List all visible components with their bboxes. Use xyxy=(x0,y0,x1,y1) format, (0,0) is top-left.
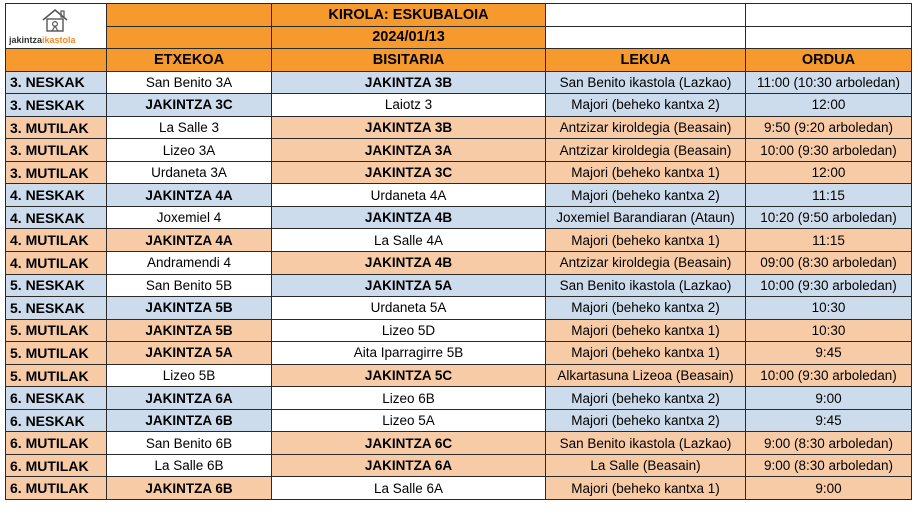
header-blank xyxy=(107,26,272,49)
place-cell: Joxemiel Barandiaran (Ataun) xyxy=(546,206,746,229)
away-team-cell: JAKINTZA 4B xyxy=(272,206,546,229)
time-cell: 9:00 xyxy=(746,477,912,500)
home-team-cell: JAKINTZA 4A xyxy=(107,184,272,207)
home-team-cell: JAKINTZA 6B xyxy=(107,477,272,500)
time-cell: 9:00 xyxy=(746,387,912,410)
sheet-date: 2024/01/13 xyxy=(272,26,546,49)
place-cell: San Benito ikastola (Lazkao) xyxy=(546,71,746,94)
category-cell: 3. NESKAK xyxy=(6,71,107,94)
time-cell: 9:45 xyxy=(746,342,912,365)
time-cell: 09:00 (8:30 arboledan) xyxy=(746,252,912,275)
table-row xyxy=(6,206,912,229)
away-team-cell: Urdaneta 5A xyxy=(272,297,546,320)
table-row xyxy=(6,319,912,342)
home-team-cell: JAKINTZA 4A xyxy=(107,229,272,252)
home-team-cell: JAKINTZA 5B xyxy=(107,319,272,342)
away-team-cell: Urdaneta 4A xyxy=(272,184,546,207)
away-team-cell: Lizeo 6B xyxy=(272,387,546,410)
category-cell: 5. MUTILAK xyxy=(6,342,107,365)
logo-wordmark: jakintzaikastola xyxy=(9,35,76,46)
home-team-cell: Lizeo 5B xyxy=(107,364,272,387)
house-icon xyxy=(40,7,70,33)
away-team-cell: JAKINTZA 3A xyxy=(272,139,546,162)
column-header-time: ORDUA xyxy=(746,49,912,72)
category-cell: 6. MUTILAK xyxy=(6,432,107,455)
category-cell: 6. MUTILAK xyxy=(6,477,107,500)
home-team-cell: Lizeo 3A xyxy=(107,139,272,162)
place-cell: Antzizar kiroldegia (Beasain) xyxy=(546,116,746,139)
logo-cell xyxy=(6,4,107,49)
home-team-cell: JAKINTZA 5B xyxy=(107,297,272,320)
time-cell: 11:15 xyxy=(746,184,912,207)
table-row xyxy=(6,161,912,184)
away-team-cell: JAKINTZA 5A xyxy=(272,274,546,297)
place-cell: Majori (beheko kantxa 1) xyxy=(546,477,746,500)
home-team-cell: La Salle 3 xyxy=(107,116,272,139)
home-team-cell: Joxemiel 4 xyxy=(107,206,272,229)
table-row xyxy=(6,454,912,477)
place-cell: Majori (beheko kantxa 2) xyxy=(546,184,746,207)
category-cell: 4. NESKAK xyxy=(6,184,107,207)
table-row xyxy=(6,184,912,207)
place-cell: Majori (beheko kantxa 1) xyxy=(546,161,746,184)
home-team-cell: JAKINTZA 5A xyxy=(107,342,272,365)
place-cell: Majori (beheko kantxa 2) xyxy=(546,94,746,117)
home-team-cell: San Benito 3A xyxy=(107,71,272,94)
place-cell: Majori (beheko kantxa 2) xyxy=(546,387,746,410)
table-row xyxy=(6,342,912,365)
home-team-cell: JAKINTZA 6B xyxy=(107,409,272,432)
column-header-away: BISITARIA xyxy=(272,49,546,72)
home-team-cell: JAKINTZA 6A xyxy=(107,387,272,410)
place-cell: Majori (beheko kantxa 1) xyxy=(546,342,746,365)
away-team-cell: La Salle 4A xyxy=(272,229,546,252)
column-header-place: LEKUA xyxy=(546,49,746,72)
title-row xyxy=(6,4,912,27)
away-team-cell: JAKINTZA 4B xyxy=(272,252,546,275)
away-team-cell: JAKINTZA 6C xyxy=(272,432,546,455)
table-row xyxy=(6,387,912,410)
away-team-cell: La Salle 6A xyxy=(272,477,546,500)
category-cell: 3. MUTILAK xyxy=(6,161,107,184)
away-team-cell: JAKINTZA 5C xyxy=(272,364,546,387)
time-cell: 10:30 xyxy=(746,319,912,342)
time-cell: 12:00 xyxy=(746,161,912,184)
place-cell: Antzizar kiroldegia (Beasain) xyxy=(546,252,746,275)
category-cell: 5. MUTILAK xyxy=(6,364,107,387)
home-team-cell: Andramendi 4 xyxy=(107,252,272,275)
table-row xyxy=(6,116,912,139)
time-cell: 10:00 (9:30 arboledan) xyxy=(746,139,912,162)
place-cell: La Salle (Beasain) xyxy=(546,454,746,477)
time-cell: 11:00 (10:30 arboledan) xyxy=(746,71,912,94)
away-team-cell: JAKINTZA 3C xyxy=(272,161,546,184)
away-team-cell: Lizeo 5A xyxy=(272,409,546,432)
date-row xyxy=(6,26,912,49)
category-cell: 4. NESKAK xyxy=(6,206,107,229)
table-row xyxy=(6,229,912,252)
header-blank xyxy=(546,4,746,27)
header-blank xyxy=(107,4,272,27)
category-cell: 5. NESKAK xyxy=(6,274,107,297)
header-blank xyxy=(746,26,912,49)
table-row xyxy=(6,297,912,320)
away-team-cell: Aita Iparragirre 5B xyxy=(272,342,546,365)
table-row xyxy=(6,94,912,117)
category-cell: 4. MUTILAK xyxy=(6,252,107,275)
category-cell: 6. NESKAK xyxy=(6,409,107,432)
header-blank xyxy=(546,26,746,49)
away-team-cell: JAKINTZA 3B xyxy=(272,116,546,139)
time-cell: 10:00 (9:30 arboledan) xyxy=(746,274,912,297)
column-header-home: ETXEKOA xyxy=(107,49,272,72)
time-cell: 11:15 xyxy=(746,229,912,252)
category-cell: 5. MUTILAK xyxy=(6,319,107,342)
table-row xyxy=(6,477,912,500)
schedule-sheet xyxy=(5,3,912,500)
place-cell: Majori (beheko kantxa 2) xyxy=(546,409,746,432)
table-row xyxy=(6,71,912,94)
away-team-cell: JAKINTZA 3B xyxy=(272,71,546,94)
away-team-cell: Lizeo 5D xyxy=(272,319,546,342)
table-row xyxy=(6,274,912,297)
table-row xyxy=(6,139,912,162)
time-cell: 9:50 (9:20 arboledan) xyxy=(746,116,912,139)
table-row xyxy=(6,432,912,455)
home-team-cell: Urdaneta 3A xyxy=(107,161,272,184)
place-cell: Majori (beheko kantxa 1) xyxy=(546,229,746,252)
away-team-cell: JAKINTZA 6A xyxy=(272,454,546,477)
category-cell: 3. NESKAK xyxy=(6,94,107,117)
time-cell: 9:45 xyxy=(746,409,912,432)
place-cell: Majori (beheko kantxa 2) xyxy=(546,297,746,320)
time-cell: 10:20 (9:50 arboledan) xyxy=(746,206,912,229)
header-blank xyxy=(6,49,107,72)
category-cell: 4. MUTILAK xyxy=(6,229,107,252)
place-cell: Majori (beheko kantxa 1) xyxy=(546,319,746,342)
table-row xyxy=(6,409,912,432)
schedule-table xyxy=(5,3,912,500)
time-cell: 10:00 (9:30 arboledan) xyxy=(746,364,912,387)
table-row xyxy=(6,252,912,275)
time-cell: 9:00 (8:30 arboledan) xyxy=(746,432,912,455)
category-cell: 6. NESKAK xyxy=(6,387,107,410)
header-blank xyxy=(746,4,912,27)
sheet-title: KIROLA: ESKUBALOIA xyxy=(272,4,546,27)
time-cell: 10:30 xyxy=(746,297,912,320)
time-cell: 9:00 (8:30 arboledan) xyxy=(746,454,912,477)
category-cell: 3. MUTILAK xyxy=(6,116,107,139)
ikastola-logo xyxy=(6,4,106,48)
home-team-cell: San Benito 5B xyxy=(107,274,272,297)
time-cell: 12:00 xyxy=(746,94,912,117)
home-team-cell: JAKINTZA 3C xyxy=(107,94,272,117)
place-cell: Alkartasuna Lizeoa (Beasain) xyxy=(546,364,746,387)
category-cell: 5. NESKAK xyxy=(6,297,107,320)
column-header-row xyxy=(6,49,912,72)
category-cell: 6. MUTILAK xyxy=(6,454,107,477)
category-cell: 3. MUTILAK xyxy=(6,139,107,162)
place-cell: Antzizar kiroldegia (Beasain) xyxy=(546,139,746,162)
away-team-cell: Laiotz 3 xyxy=(272,94,546,117)
home-team-cell: San Benito 6B xyxy=(107,432,272,455)
table-row xyxy=(6,364,912,387)
place-cell: San Benito ikastola (Lazkao) xyxy=(546,432,746,455)
home-team-cell: La Salle 6B xyxy=(107,454,272,477)
place-cell: San Benito ikastola (Lazkao) xyxy=(546,274,746,297)
